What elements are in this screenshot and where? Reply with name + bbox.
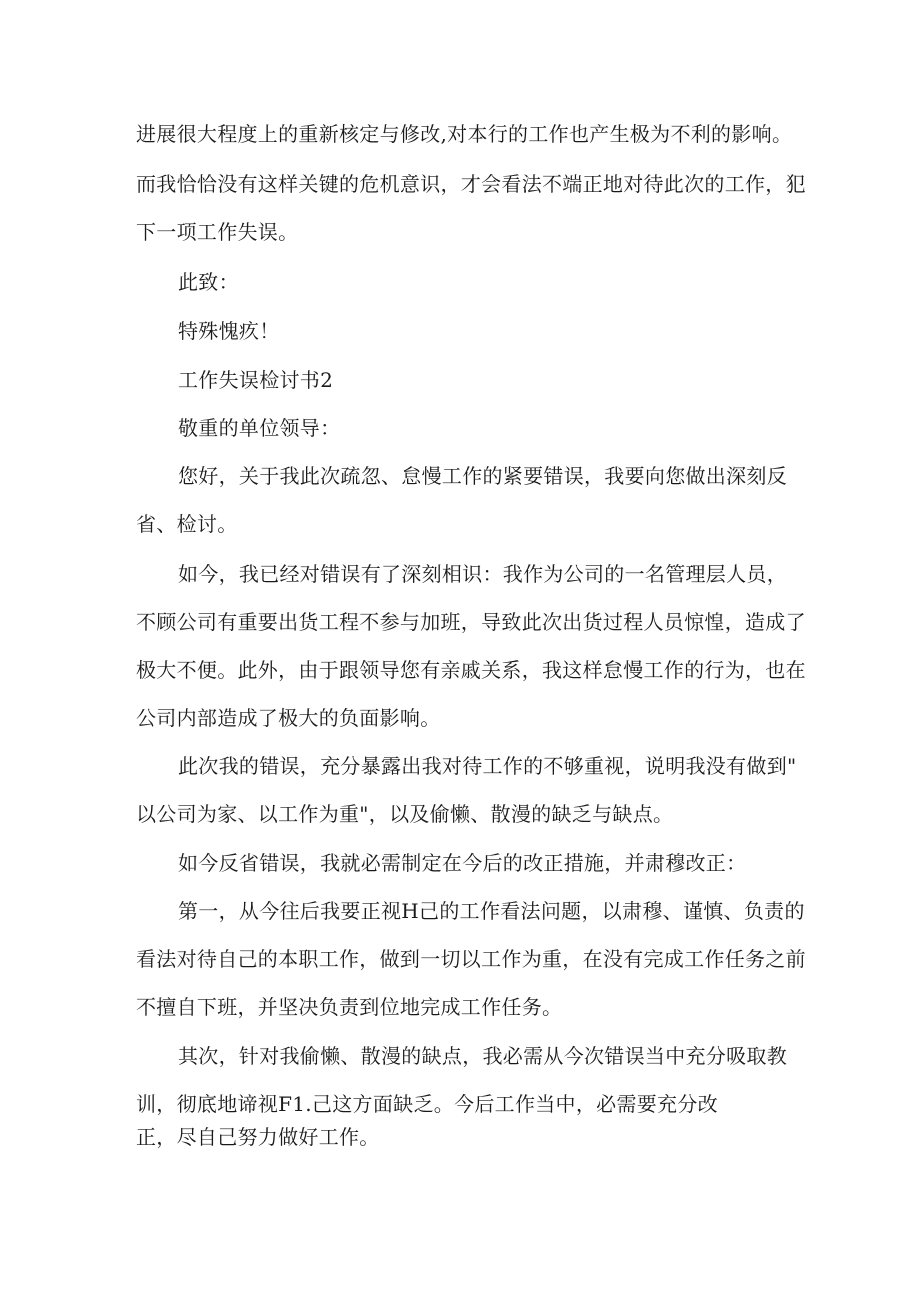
paragraph-line-10: 如今，我已经对错误有了深刻相识：我作为公司的一名管理层人员， — [178, 562, 787, 586]
document-title: 工作失误检讨书2 — [178, 368, 334, 392]
paragraph-line-13: 公司内部造成了极大的负面影响。 — [136, 706, 441, 730]
closing-apology: 特殊愧疚！ — [178, 319, 280, 343]
paragraph-line-17: 第一，从今往后我要正视H己的工作看法问题，以肃穆、谨慎、负责的 — [178, 899, 805, 923]
closing-salutation: 此致： — [178, 270, 239, 294]
paragraph-line-19: 不擅自下班，并坚决负责到位地完成工作任务。 — [136, 995, 563, 1019]
paragraph-line-14: 此次我的错误，充分暴露出我对待工作的不够重视，说明我没有做到" — [178, 754, 797, 778]
paragraph-line-22: 正，尽自己努力做好工作。 — [136, 1125, 380, 1149]
paragraph-line-1: 进展很大程度上的重新核定与修改,对本行的工作也产生极为不利的影响。 — [136, 122, 793, 146]
greeting: 敬重的单位领导： — [178, 416, 341, 440]
paragraph-line-16: 如今反省错误，我就必需制定在今后的改正措施，并肃穆改正： — [178, 851, 747, 875]
paragraph-line-12: 极大不便。此外，由于跟领导您有亲戚关系，我这样怠慢工作的行为，也在 — [136, 658, 806, 682]
paragraph-line-2: 而我恰恰没有这样关键的危机意识，才会看法不端正地对待此次的工作，犯 — [136, 172, 806, 196]
paragraph-line-9: 省、检讨。 — [136, 512, 238, 536]
paragraph-line-15: 以公司为家、以工作为重"，以及偷懒、散漫的缺乏与缺点。 — [136, 802, 674, 826]
paragraph-line-18: 看法对待自己的本职工作，做到一切以工作为重，在没有完成工作任务之前 — [136, 947, 806, 971]
paragraph-line-21: 训，彻底地谛视F1.己这方面缺乏。今后工作当中，必需要充分改 — [136, 1092, 718, 1116]
paragraph-line-3: 下一项工作失误。 — [136, 220, 299, 244]
paragraph-line-8: 您好，关于我此次疏忽、怠慢工作的紧要错误，我要向您做出深刻反 — [178, 464, 787, 488]
paragraph-line-20: 其次，针对我偷懒、散漫的缺点，我必需从今次错误当中充分吸取教 — [178, 1044, 787, 1068]
paragraph-line-11: 不顾公司有重要出货工程不参与加班，导致此次出货过程人员惊惶，造成了 — [136, 610, 806, 634]
